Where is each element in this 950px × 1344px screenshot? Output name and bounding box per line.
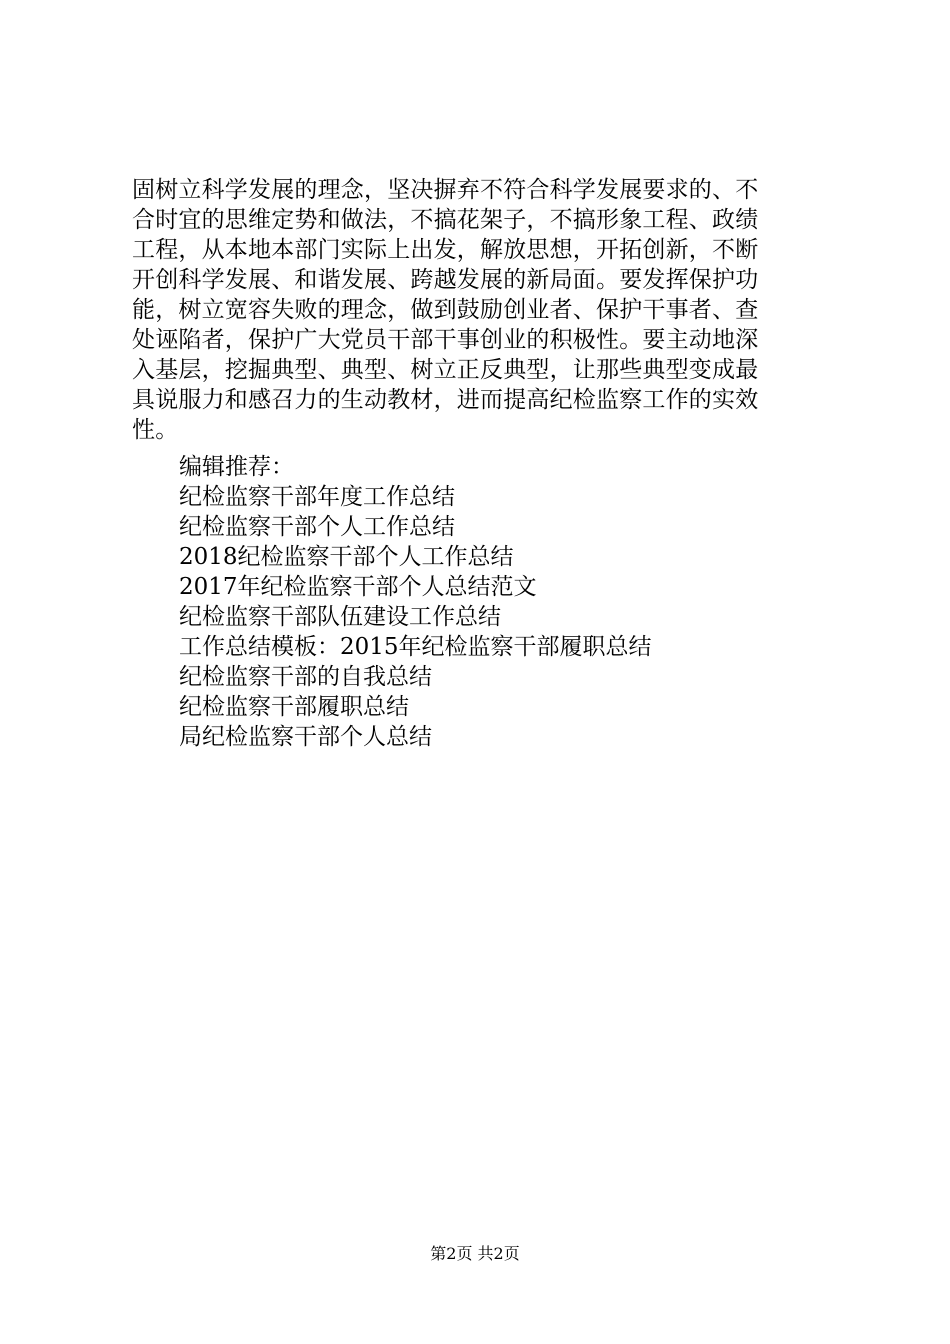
body-paragraph	[132, 175, 822, 445]
recommend-link[interactable]: 纪检监察干部的自我总结	[179, 664, 432, 690]
paragraph-line: 工程，从本地本部门实际上出发，解放思想，开拓创新，不断	[132, 237, 759, 263]
recommend-link[interactable]: 纪检监察干部年度工作总结	[179, 484, 455, 510]
paragraph-line: 能，树立宽容失败的理念，做到鼓励创业者、保护干事者、查	[132, 297, 759, 323]
recommend-link[interactable]: 2017年纪检监察干部个人总结范文	[179, 574, 537, 600]
recommend-link[interactable]: 2018纪检监察干部个人工作总结	[179, 544, 514, 570]
paragraph-line: 性。	[132, 417, 179, 443]
paragraph-line: 具说服力和感召力的生动教材，进而提高纪检监察工作的实效	[132, 387, 759, 413]
page-footer: 第2页 共2页	[430, 1244, 520, 1263]
recommend-list	[179, 452, 829, 752]
paragraph-line: 处诬陷者，保护广大党员干部干事创业的积极性。要主动地深	[132, 327, 759, 353]
recommend-link[interactable]: 纪检监察干部个人工作总结	[179, 514, 455, 540]
recommend-heading: 编辑推荐：	[179, 454, 294, 480]
recommend-link[interactable]: 局纪检监察干部个人总结	[179, 724, 432, 750]
paragraph-line: 开创科学发展、和谐发展、跨越发展的新局面。要发挥保护功	[132, 267, 759, 293]
paragraph-line: 合时宜的思维定势和做法，不搞花架子，不搞形象工程、政绩	[132, 207, 759, 233]
recommend-link[interactable]: 纪检监察干部履职总结	[179, 694, 409, 720]
paragraph-line: 入基层，挖掘典型、典型、树立正反典型，让那些典型变成最	[132, 357, 759, 383]
recommend-link[interactable]: 工作总结模板：2015年纪检监察干部履职总结	[179, 634, 652, 660]
paragraph-line: 固树立科学发展的理念，坚决摒弃不符合科学发展要求的、不	[132, 177, 759, 203]
recommend-link[interactable]: 纪检监察干部队伍建设工作总结	[179, 604, 501, 630]
